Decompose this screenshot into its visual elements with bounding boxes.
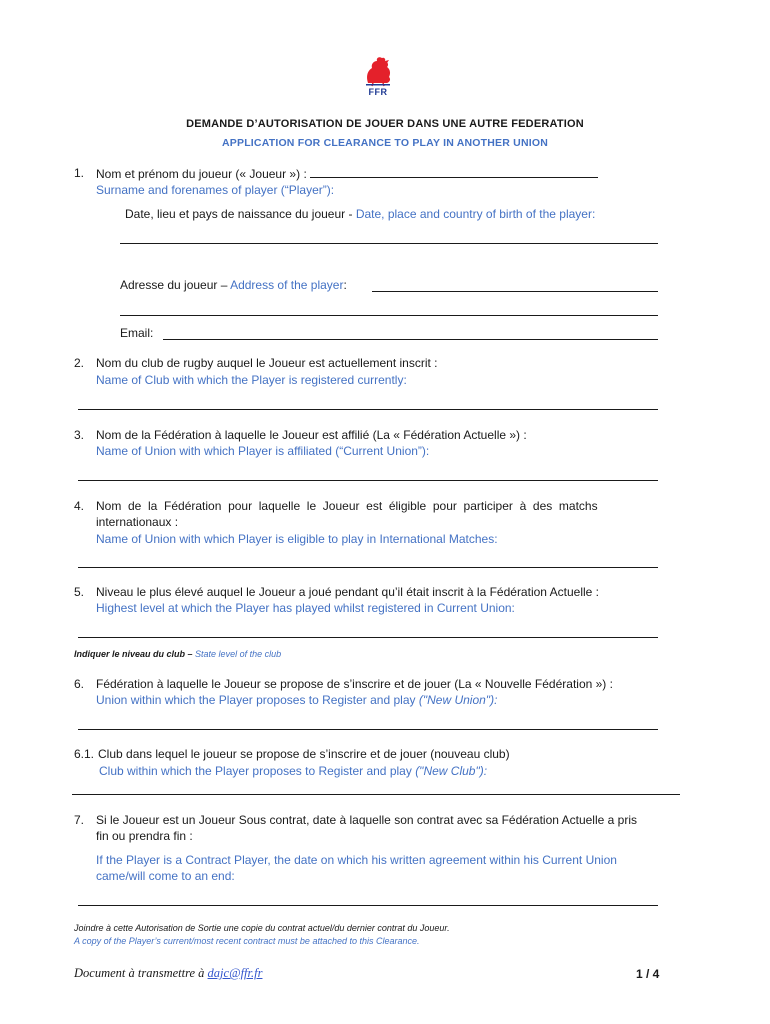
item-number: 3. — [74, 428, 85, 442]
address-field[interactable] — [372, 291, 658, 292]
item-number: 4. — [74, 499, 85, 513]
birth-field[interactable] — [120, 243, 658, 244]
footer-send-to — [74, 966, 262, 981]
item-number: 5. — [74, 585, 85, 599]
question-6-en-italic: ("New Union"): — [418, 693, 498, 707]
question-1-en: Surname and forenames of player (“Player”): — [96, 183, 335, 197]
question-6-fr: Fédération à laquelle le Joueur se propose de s’inscrire et de jouer (La « Nouvelle Fédération ») : — [96, 677, 613, 691]
page-number: 1 / 4 — [636, 967, 660, 981]
question-5-fr: Niveau le plus élevé auquel le Joueur a joué pendant qu’il était inscrit à la Fédération Actuelle : — [96, 585, 599, 599]
question-6-1-en-italic: ("New Club"): — [415, 764, 488, 778]
question-1-fr — [96, 166, 598, 182]
question-2-fr: Nom du club de rugby auquel le Joueur est actuellement inscrit : — [96, 356, 438, 370]
page-title: DEMANDE D’AUTORISATION DE JOUER DANS UNE AUTRE FEDERATION — [186, 118, 584, 130]
email-label: Email: — [120, 326, 154, 340]
item-number: 6.1. — [74, 747, 95, 761]
question-4-en: Name of Union with which Player is eligible to play in International Matches: — [96, 532, 498, 546]
question-2-en: Name of Club with which the Player is registered currently: — [96, 373, 407, 387]
question-7-en-line-2: came/will come to an end: — [96, 869, 235, 883]
birth-line — [125, 207, 595, 222]
question-4-fr-line-2: internationaux : — [96, 515, 179, 529]
club-level-note-fr: Indiquer le niveau du club – — [74, 649, 193, 659]
club-field[interactable] — [78, 409, 658, 410]
contract-end-date-field[interactable] — [78, 905, 658, 906]
item-number: 6. — [74, 677, 85, 691]
current-union-field[interactable] — [78, 480, 658, 481]
ffr-logo — [358, 55, 398, 101]
question-6-1-en-label: Club within which the Player proposes to Register and play — [99, 764, 412, 778]
item-number: 2. — [74, 356, 85, 370]
club-level-note-en: State level of the club — [195, 649, 282, 659]
question-3-en: Name of Union with which Player is affiliated (“Current Union”): — [96, 444, 430, 458]
address-label-fr: Adresse du joueur – — [120, 278, 228, 292]
birth-label-en: Date, place and country of birth of the player: — [355, 207, 596, 221]
address-label-en: Address of the player — [230, 278, 344, 292]
player-name-field[interactable] — [310, 166, 598, 178]
question-7-en-line-1: If the Player is a Contract Player, the date on which his written agreement within his Current Union — [96, 853, 617, 867]
question-4-fr-line-1: Nom de la Fédération pour laquelle le Joueur est éligible pour participer à des matchs — [96, 499, 598, 513]
question-6-1-fr: Club dans lequel le joueur se propose de s’inscrire et de jouer (nouveau club) — [98, 747, 510, 761]
address-colon: : — [343, 278, 347, 292]
email-link[interactable]: dajc@ffr.fr — [207, 966, 263, 980]
address-line — [120, 278, 347, 293]
attachment-note-en: A copy of the Player’s current/most recent contract must be attached to this Clearance. — [74, 936, 420, 946]
item-number: 7. — [74, 813, 85, 827]
email-field[interactable] — [163, 339, 658, 340]
footer-send-text: Document à transmettre à — [74, 966, 205, 980]
question-5-en: Highest level at which the Player has played whilst registered in Current Union: — [96, 601, 515, 615]
attachment-note-fr: Joindre à cette Autorisation de Sortie une copie du contrat actuel/du dernier contrat du Joueur. — [74, 923, 450, 933]
question-7-fr-line-2: fin ou prendra fin : — [96, 829, 193, 843]
question-3-fr: Nom de la Fédération à laquelle le Joueur est affilié (La « Fédération Actuelle ») : — [96, 428, 527, 442]
eligible-union-field[interactable] — [78, 567, 658, 568]
question-7-fr-line-1: Si le Joueur est un Joueur Sous contrat, date à laquelle son contrat avec sa Fédération Actuelle a pris — [96, 813, 637, 827]
rooster-icon — [358, 55, 398, 87]
item-number: 1. — [74, 166, 85, 180]
question-6-1-en — [99, 764, 487, 779]
club-level-note — [74, 649, 281, 659]
question-6-en-label: Union within which the Player proposes to Register and play — [96, 693, 416, 707]
highest-level-field[interactable] — [78, 637, 658, 638]
new-club-field[interactable] — [72, 794, 680, 795]
birth-label-fr: Date, lieu et pays de naissance du joueur - — [125, 207, 353, 221]
new-union-field[interactable] — [78, 729, 658, 730]
page-subtitle: APPLICATION FOR CLEARANCE TO PLAY IN ANOTHER UNION — [222, 137, 548, 149]
logo-text: FFR — [368, 87, 388, 97]
question-1-label: Nom et prénom du joueur (« Joueur ») : — [96, 167, 307, 181]
address-field-line-2[interactable] — [120, 315, 658, 316]
question-6-en — [96, 693, 497, 708]
